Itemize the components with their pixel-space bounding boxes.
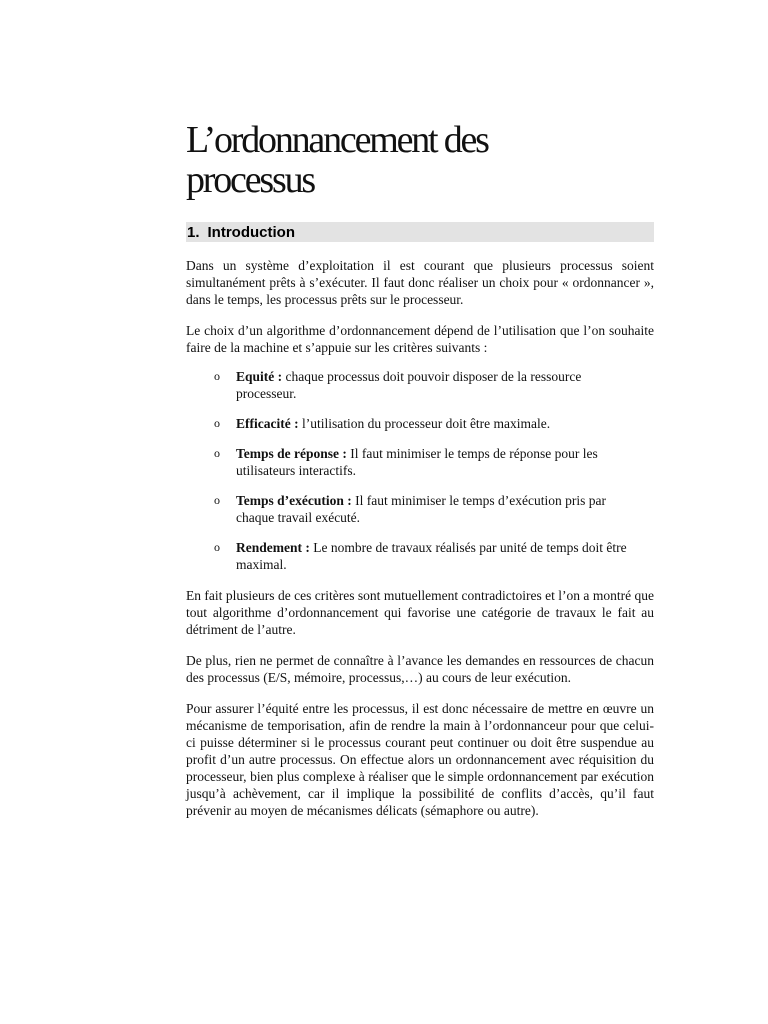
- list-item: [186, 539, 654, 573]
- document-title: [186, 120, 654, 200]
- paragraph-contradictions: En fait plusieurs de ces critères sont mutuellement contradictoires et l’on a montré que tout algorithme d’ordonnancement qui favorise une catégorie de travaux le fait au détriment de l’autre.: [186, 588, 654, 637]
- list-item: [186, 445, 654, 479]
- bullet-icon: o: [214, 493, 220, 507]
- criterion-term: Equité :: [236, 369, 283, 384]
- criteria-list: [186, 368, 654, 573]
- list-item: [186, 415, 654, 432]
- criterion-text: Le nombre de travaux réalisés par unité de temps doit être maximal.: [236, 540, 627, 572]
- title-line-2: processus: [186, 159, 314, 201]
- list-item: [186, 492, 654, 526]
- list-item: [186, 368, 654, 402]
- criterion-text: Il faut minimiser le temps de réponse pour les utilisateurs interactifs.: [236, 446, 598, 478]
- paragraph-intro: Dans un système d’exploitation il est courant que plusieurs processus soient simultanément prêts à s’exécuter. Il faut donc réaliser un choix pour « ordonnancer », dans le temps, les processus prêts sur le processeur.: [186, 258, 654, 307]
- paragraph-criteria-intro: Le choix d’un algorithme d’ordonnancement dépend de l’utilisation que l’on souhaite faire de la machine et s’appuie sur les critères suivants :: [186, 323, 654, 355]
- criterion-text: chaque processus doit pouvoir disposer de la ressource processeur.: [236, 369, 582, 401]
- bullet-icon: o: [214, 540, 220, 554]
- paragraph-resource-demands: De plus, rien ne permet de connaître à l’avance les demandes en ressources de chacun des processus (E/S, mémoire, processus,…) au cours de leur exécution.: [186, 653, 654, 685]
- document-page: [186, 120, 654, 819]
- bullet-icon: o: [214, 369, 220, 383]
- criterion-text: l’utilisation du processeur doit être maximale.: [298, 416, 551, 431]
- section-number: 1.: [187, 223, 200, 241]
- section-heading: [186, 222, 654, 242]
- bullet-icon: o: [214, 416, 220, 430]
- criterion-term: Temps d’exécution :: [236, 493, 352, 508]
- bullet-icon: o: [214, 446, 220, 460]
- criterion-term: Temps de réponse :: [236, 446, 347, 461]
- criterion-term: Rendement :: [236, 540, 310, 555]
- title-line-1: L’ordonnancement des: [186, 119, 488, 161]
- criterion-text: Il faut minimiser le temps d’exécution pris par chaque travail exécuté.: [236, 493, 606, 525]
- section-title: Introduction: [207, 223, 295, 241]
- paragraph-fairness: Pour assurer l’équité entre les processus, il est donc nécessaire de mettre en œuvre un mécanisme de temporisation, afin de rendre la main à l’ordonnanceur pour que celui-ci puisse déterminer si le processus courant peut continuer ou doit être suspendue au profit d’un autre processus. On effectue alors un ordonnancement avec réquisition du processeur, bien plus complexe à réaliser que le simple ordonnancement par exécution jusqu’à achèvement, car il implique la possibilité de conflits d’accès, qu’il faut prévenir au moyen de mécanismes délicats (sémaphore ou autre).: [186, 701, 654, 818]
- criterion-term: Efficacité :: [236, 416, 299, 431]
